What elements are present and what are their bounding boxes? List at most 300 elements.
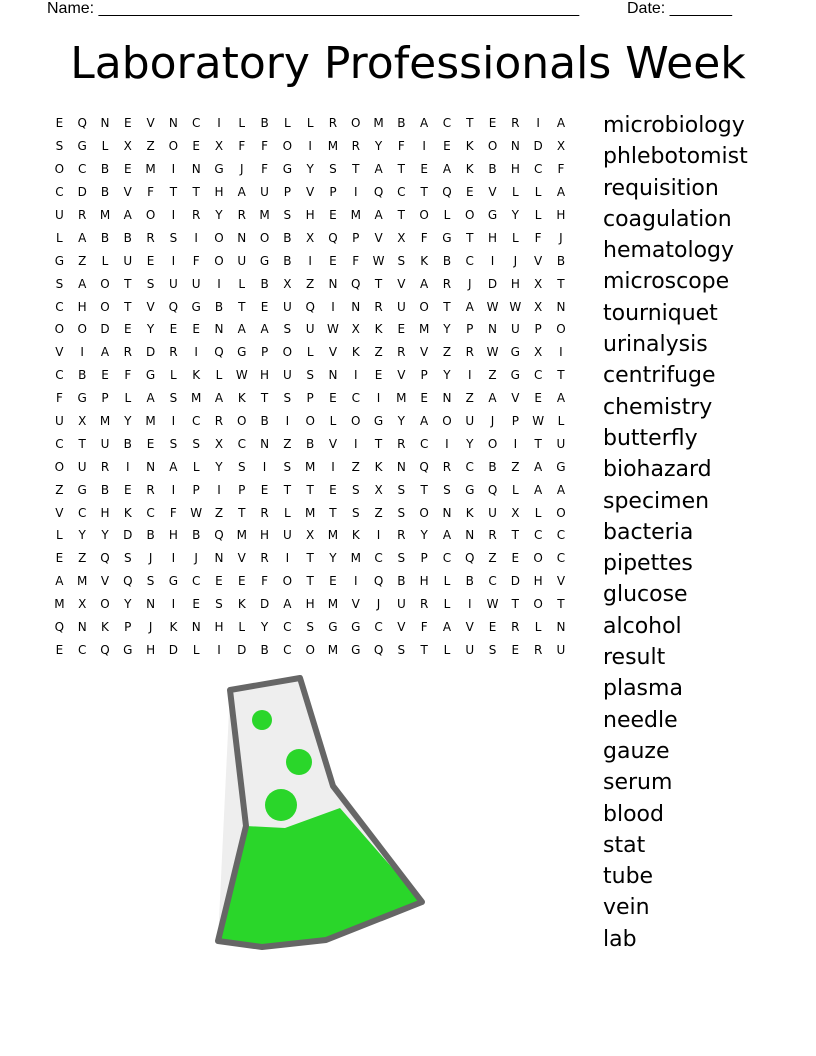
word-list-item: serum bbox=[603, 770, 673, 796]
grid-letter: T bbox=[511, 528, 519, 543]
grid-letter: R bbox=[78, 208, 87, 222]
grid-letter: A bbox=[78, 230, 87, 245]
grid-letter: C bbox=[283, 620, 292, 635]
grid-letter: C bbox=[351, 391, 360, 406]
grid-letter: P bbox=[511, 414, 519, 429]
grid-letter: P bbox=[283, 185, 291, 200]
grid-letter: C bbox=[55, 185, 64, 200]
grid-letter: I bbox=[331, 299, 335, 314]
word-list-item: blood bbox=[603, 801, 664, 827]
grid-letter: L bbox=[284, 116, 291, 131]
grid-letter: I bbox=[171, 162, 176, 177]
word-list bbox=[603, 110, 748, 955]
grid-letter: C bbox=[55, 436, 64, 451]
flask-liquid bbox=[218, 808, 422, 947]
word-list-item: chemistry bbox=[603, 394, 713, 420]
grid-letter: V bbox=[100, 574, 110, 589]
grid-letter: T bbox=[306, 551, 314, 566]
grid-letter: C bbox=[533, 368, 543, 383]
grid-letter: T bbox=[192, 185, 200, 200]
grid-letter: E bbox=[420, 162, 428, 177]
grid-letter: J bbox=[376, 597, 381, 612]
grid-letter: C bbox=[191, 116, 201, 131]
grid-letter: O bbox=[282, 139, 293, 154]
grid-letter: C bbox=[78, 162, 87, 177]
grid-letter: J bbox=[240, 162, 244, 177]
grid-letter: A bbox=[420, 116, 429, 131]
grid-letter: I bbox=[194, 345, 198, 360]
grid-letter: A bbox=[534, 482, 543, 497]
grid-letter: T bbox=[306, 574, 314, 589]
grid-letter: H bbox=[260, 368, 270, 383]
grid-letter: N bbox=[191, 162, 201, 177]
word-list-item: glucose bbox=[603, 582, 688, 608]
grid-letter: R bbox=[192, 208, 201, 222]
grid-letter: C bbox=[488, 574, 497, 589]
grid-letter: R bbox=[397, 345, 406, 360]
grid-letter: F bbox=[352, 253, 360, 268]
grid-letter: R bbox=[397, 436, 406, 451]
grid-letter: T bbox=[420, 482, 428, 497]
grid-letter: O bbox=[419, 505, 429, 520]
grid-letter: R bbox=[351, 139, 360, 154]
grid-letter: T bbox=[557, 597, 565, 612]
grid-letter: A bbox=[442, 162, 452, 177]
grid-letter: E bbox=[146, 253, 155, 268]
grid-letter: O bbox=[351, 414, 361, 429]
grid-letter: Q bbox=[351, 276, 361, 291]
grid-letter: F bbox=[147, 185, 155, 200]
grid-letter: A bbox=[420, 414, 429, 429]
grid-letter: E bbox=[329, 482, 337, 497]
word-list-item: coagulation bbox=[603, 206, 732, 232]
grid-letter: G bbox=[237, 345, 247, 360]
grid-letter: U bbox=[556, 642, 566, 657]
grid-letter: V bbox=[55, 345, 64, 360]
grid-letter: Q bbox=[305, 299, 315, 314]
grid-letter: M bbox=[327, 597, 339, 612]
grid-letter: E bbox=[260, 482, 269, 497]
grid-letter: Q bbox=[419, 459, 429, 474]
grid-letter: G bbox=[556, 459, 566, 474]
grid-letter: G bbox=[487, 208, 498, 222]
grid-letter: E bbox=[511, 642, 520, 657]
grid-letter: N bbox=[442, 505, 452, 520]
grid-letter: L bbox=[443, 208, 451, 222]
grid-letter: M bbox=[350, 208, 361, 222]
grid-letter: V bbox=[420, 345, 429, 360]
grid-letter: H bbox=[533, 574, 543, 589]
grid-letter: B bbox=[488, 162, 497, 177]
grid-letter: C bbox=[465, 253, 474, 268]
grid-letter: K bbox=[465, 162, 474, 177]
grid-letter: Q bbox=[54, 620, 65, 635]
grid-letter: Z bbox=[465, 391, 474, 406]
grid-letter: S bbox=[306, 368, 314, 383]
grid-letter: L bbox=[534, 620, 542, 635]
grid-letter: Q bbox=[214, 528, 224, 543]
grid-letter: B bbox=[283, 230, 292, 245]
grid-letter: Z bbox=[306, 276, 315, 291]
grid-letter: U bbox=[396, 597, 406, 612]
grid-letter: V bbox=[374, 230, 383, 245]
grid-letter: N bbox=[328, 368, 338, 383]
grid-letter: S bbox=[146, 276, 155, 291]
grid-letter: E bbox=[146, 436, 155, 451]
grid-letter: B bbox=[442, 253, 452, 268]
grid-letter: U bbox=[100, 436, 110, 451]
grid-letter: E bbox=[374, 368, 383, 383]
grid-letter: V bbox=[397, 276, 406, 291]
grid-letter: H bbox=[488, 230, 498, 245]
grid-letter: R bbox=[442, 276, 452, 291]
grid-letter: W bbox=[486, 299, 499, 314]
grid-letter: I bbox=[194, 230, 198, 245]
grid-letter: T bbox=[511, 597, 519, 612]
grid-letter: R bbox=[237, 208, 246, 222]
grid-letter: G bbox=[351, 620, 361, 635]
grid-letter: T bbox=[169, 185, 178, 200]
grid-letter: S bbox=[55, 139, 64, 154]
grid-letter: G bbox=[191, 299, 201, 314]
grid-letter: S bbox=[397, 482, 406, 497]
grid-letter: T bbox=[374, 436, 383, 451]
grid-letter: B bbox=[146, 528, 155, 543]
grid-letter: S bbox=[306, 620, 314, 635]
grid-letter: X bbox=[123, 139, 132, 154]
grid-letter: S bbox=[215, 597, 223, 612]
grid-letter: H bbox=[168, 528, 178, 543]
grid-letter: U bbox=[282, 528, 292, 543]
grid-letter: S bbox=[283, 391, 292, 406]
grid-letter: Z bbox=[78, 253, 87, 268]
grid-letter: G bbox=[77, 391, 87, 406]
word-list-item: tourniquet bbox=[603, 300, 718, 326]
grid-letter: U bbox=[510, 322, 520, 337]
word-list-item: microbiology bbox=[603, 113, 745, 138]
grid-letter: O bbox=[168, 139, 179, 154]
grid-letter: J bbox=[467, 276, 472, 291]
grid-letter: O bbox=[442, 414, 452, 429]
grid-letter: Y bbox=[101, 528, 109, 543]
grid-letter: E bbox=[55, 551, 64, 566]
word-list-item: hematology bbox=[603, 238, 735, 264]
grid-letter: M bbox=[373, 116, 384, 131]
grid-letter: I bbox=[285, 551, 290, 566]
grid-letter: E bbox=[329, 574, 337, 589]
grid-letter: V bbox=[237, 551, 246, 566]
grid-letter: D bbox=[259, 597, 270, 612]
grid-letter: C bbox=[556, 551, 566, 566]
grid-letter: S bbox=[192, 436, 200, 451]
grid-letter: C bbox=[374, 620, 383, 635]
grid-letter: K bbox=[237, 391, 246, 406]
grid-letter: X bbox=[78, 414, 87, 429]
grid-letter: I bbox=[467, 368, 472, 383]
grid-letter: M bbox=[236, 528, 247, 543]
grid-letter: L bbox=[56, 528, 63, 543]
grid-letter: N bbox=[396, 459, 406, 474]
grid-letter: R bbox=[397, 528, 406, 543]
grid-letter: U bbox=[282, 368, 292, 383]
grid-letter: S bbox=[169, 436, 178, 451]
grid-letter: W bbox=[190, 505, 203, 520]
grid-letter: D bbox=[237, 642, 247, 657]
grid-letter: U bbox=[168, 276, 178, 291]
grid-letter: T bbox=[283, 482, 292, 497]
grid-letter: V bbox=[306, 185, 315, 200]
grid-letter: M bbox=[259, 208, 270, 222]
grid-letter: E bbox=[192, 597, 200, 612]
grid-letter: X bbox=[306, 528, 315, 543]
grid-letter: Z bbox=[511, 459, 520, 474]
grid-letter: L bbox=[56, 230, 63, 245]
grid-letter: F bbox=[124, 368, 132, 383]
grid-letter: Y bbox=[511, 208, 519, 222]
grid-letter: O bbox=[351, 116, 361, 131]
grid-letter: A bbox=[260, 322, 269, 337]
grid-letter: K bbox=[237, 597, 246, 612]
grid-letter: W bbox=[235, 368, 248, 383]
grid-letter: W bbox=[327, 322, 339, 337]
grid-letter: F bbox=[261, 139, 269, 154]
grid-letter: O bbox=[54, 162, 65, 177]
grid-letter: K bbox=[465, 505, 474, 520]
grid-letter: A bbox=[123, 208, 132, 222]
grid-letter: N bbox=[77, 620, 87, 635]
grid-letter: M bbox=[77, 574, 88, 589]
grid-letter: K bbox=[123, 505, 132, 520]
grid-letter: U bbox=[123, 253, 133, 268]
grid-letter: H bbox=[556, 208, 566, 222]
grid-letter: O bbox=[487, 436, 498, 451]
grid-letter: M bbox=[145, 162, 156, 177]
grid-letter: L bbox=[306, 345, 314, 360]
grid-letter: L bbox=[238, 276, 246, 291]
grid-letter: M bbox=[350, 551, 361, 566]
grid-letter: L bbox=[238, 116, 246, 131]
grid-letter: C bbox=[374, 551, 383, 566]
grid-letter: P bbox=[352, 230, 360, 245]
grid-letter: V bbox=[465, 620, 474, 635]
grid-letter: I bbox=[217, 642, 221, 657]
word-list-item: microscope bbox=[603, 269, 730, 295]
grid-letter: E bbox=[397, 322, 406, 337]
grid-letter: S bbox=[351, 505, 360, 520]
grid-letter: Q bbox=[373, 642, 384, 657]
grid-letter: Q bbox=[123, 574, 133, 589]
grid-letter: Q bbox=[100, 642, 110, 657]
grid-letter: U bbox=[488, 505, 497, 520]
grid-letter: I bbox=[262, 459, 267, 474]
grid-letter: R bbox=[533, 642, 543, 657]
grid-letter: L bbox=[124, 391, 132, 406]
grid-letter: K bbox=[351, 528, 360, 543]
grid-letter: G bbox=[259, 253, 270, 268]
grid-letter: R bbox=[511, 620, 520, 635]
grid-letter: G bbox=[282, 162, 293, 177]
grid-letter: G bbox=[442, 230, 452, 245]
grid-letter: Z bbox=[374, 505, 383, 520]
grid-letter: P bbox=[534, 322, 542, 337]
grid-letter: Y bbox=[146, 322, 155, 337]
grid-letter: N bbox=[556, 620, 566, 635]
grid-letter: A bbox=[556, 185, 566, 200]
grid-letter: V bbox=[55, 505, 64, 520]
grid-letter: E bbox=[488, 116, 497, 131]
grid-letter: N bbox=[465, 528, 475, 543]
grid-letter: S bbox=[55, 276, 64, 291]
grid-letter: O bbox=[419, 299, 429, 314]
grid-letter: S bbox=[169, 230, 178, 245]
grid-letter: R bbox=[374, 299, 383, 314]
word-list-item: tube bbox=[603, 864, 654, 890]
grid-letter: O bbox=[305, 414, 315, 429]
grid-letter: M bbox=[99, 414, 111, 429]
grid-letter: V bbox=[351, 597, 360, 612]
grid-letter: Q bbox=[442, 185, 452, 200]
grid-letter: L bbox=[192, 459, 200, 474]
grid-letter: C bbox=[533, 528, 543, 543]
grid-letter: T bbox=[124, 299, 132, 314]
grid-letter: U bbox=[191, 276, 201, 291]
grid-letter: I bbox=[490, 253, 495, 268]
grid-letter: Q bbox=[214, 345, 224, 360]
grid-letter: E bbox=[55, 116, 64, 131]
grid-letter: U bbox=[55, 414, 64, 429]
grid-letter: E bbox=[123, 482, 132, 497]
grid-letter: O bbox=[214, 253, 224, 268]
grid-letter: A bbox=[442, 528, 452, 543]
grid-letter: C bbox=[78, 505, 87, 520]
grid-letter: A bbox=[283, 597, 292, 612]
grid-letter: I bbox=[353, 436, 358, 451]
grid-letter: J bbox=[148, 551, 153, 566]
grid-letter: B bbox=[260, 642, 269, 657]
grid-letter: I bbox=[171, 482, 176, 497]
grid-letter: L bbox=[101, 139, 109, 154]
word-list-item: lab bbox=[603, 926, 637, 952]
grid-letter: U bbox=[260, 185, 269, 200]
grid-letter: Q bbox=[373, 185, 384, 200]
grid-letter: S bbox=[237, 459, 246, 474]
grid-letter: C bbox=[556, 528, 566, 543]
grid-letter: Y bbox=[397, 414, 406, 429]
grid-letter: L bbox=[534, 185, 542, 200]
grid-letter: A bbox=[169, 459, 178, 474]
grid-letter: I bbox=[171, 253, 176, 268]
grid-letter: I bbox=[331, 459, 335, 474]
grid-letter: X bbox=[534, 299, 543, 314]
grid-letter: R bbox=[511, 116, 520, 131]
grid-letter: B bbox=[306, 436, 315, 451]
grid-letter: G bbox=[77, 482, 87, 497]
grid-letter: O bbox=[54, 322, 65, 337]
grid-letter: N bbox=[100, 116, 110, 131]
grid-letter: X bbox=[283, 276, 292, 291]
grid-letter: H bbox=[214, 620, 224, 635]
grid-letter: T bbox=[557, 276, 565, 291]
grid-letter: Q bbox=[77, 116, 87, 131]
grid-letter: M bbox=[327, 642, 339, 657]
word-list-item: plasma bbox=[603, 676, 683, 702]
grid-letter: Q bbox=[465, 551, 475, 566]
grid-letter: A bbox=[465, 299, 474, 314]
grid-letter: X bbox=[351, 322, 360, 337]
grid-letter: B bbox=[283, 253, 292, 268]
grid-letter: T bbox=[397, 208, 406, 222]
grid-letter: X bbox=[397, 230, 406, 245]
grid-letter: B bbox=[556, 253, 566, 268]
grid-letter: C bbox=[146, 505, 155, 520]
grid-letter: I bbox=[467, 597, 472, 612]
word-list-item: centrifuge bbox=[603, 363, 716, 389]
grid-letter: I bbox=[445, 436, 449, 451]
grid-letter: V bbox=[534, 253, 543, 268]
grid-letter: B bbox=[465, 574, 474, 589]
name-line: ______________________________________________________ bbox=[98, 0, 580, 17]
grid-letter: T bbox=[466, 116, 474, 131]
grid-letter: Z bbox=[488, 368, 497, 383]
grid-letter: N bbox=[510, 139, 520, 154]
grid-letter: H bbox=[510, 162, 520, 177]
grid-letter: B bbox=[100, 185, 110, 200]
grid-letter: L bbox=[101, 253, 109, 268]
grid-letter: A bbox=[442, 620, 452, 635]
grid-letter: E bbox=[192, 139, 200, 154]
grid-letter: W bbox=[372, 253, 385, 268]
grid-letter: S bbox=[397, 551, 406, 566]
grid-letter: Q bbox=[328, 230, 338, 245]
grid-letter: F bbox=[261, 574, 269, 589]
grid-letter: E bbox=[237, 574, 246, 589]
grid-letter: V bbox=[123, 185, 132, 200]
grid-letter: A bbox=[146, 391, 155, 406]
word-search-grid bbox=[48, 112, 592, 661]
grid-letter: O bbox=[419, 208, 429, 222]
grid-letter: I bbox=[80, 345, 84, 360]
grid-letter: O bbox=[54, 459, 65, 474]
grid-letter: E bbox=[123, 322, 132, 337]
grid-letter: A bbox=[100, 345, 110, 360]
flask-bubble bbox=[265, 789, 297, 821]
grid-letter: D bbox=[77, 185, 87, 200]
grid-letter: H bbox=[100, 505, 110, 520]
grid-letter: M bbox=[304, 505, 316, 520]
grid-letter: L bbox=[443, 642, 451, 657]
grid-letter: M bbox=[418, 322, 430, 337]
grid-letter: H bbox=[146, 642, 156, 657]
grid-letter: U bbox=[465, 414, 475, 429]
grid-letter: Z bbox=[374, 345, 383, 360]
grid-letter: O bbox=[282, 345, 293, 360]
grid-letter: X bbox=[78, 597, 87, 612]
grid-letter: O bbox=[259, 230, 270, 245]
grid-letter: L bbox=[170, 368, 177, 383]
grid-letter: F bbox=[55, 391, 63, 406]
grid-letter: D bbox=[100, 322, 110, 337]
grid-letter: G bbox=[123, 642, 133, 657]
grid-letter: E bbox=[215, 574, 223, 589]
grid-letter: L bbox=[511, 185, 519, 200]
grid-letter: Y bbox=[124, 597, 132, 612]
grid-letter: S bbox=[488, 642, 497, 657]
grid-letter: M bbox=[327, 139, 339, 154]
grid-letter: Q bbox=[373, 574, 384, 589]
grid-letter: K bbox=[351, 345, 360, 360]
grid-letter: N bbox=[328, 276, 338, 291]
grid-letter: O bbox=[465, 208, 475, 222]
